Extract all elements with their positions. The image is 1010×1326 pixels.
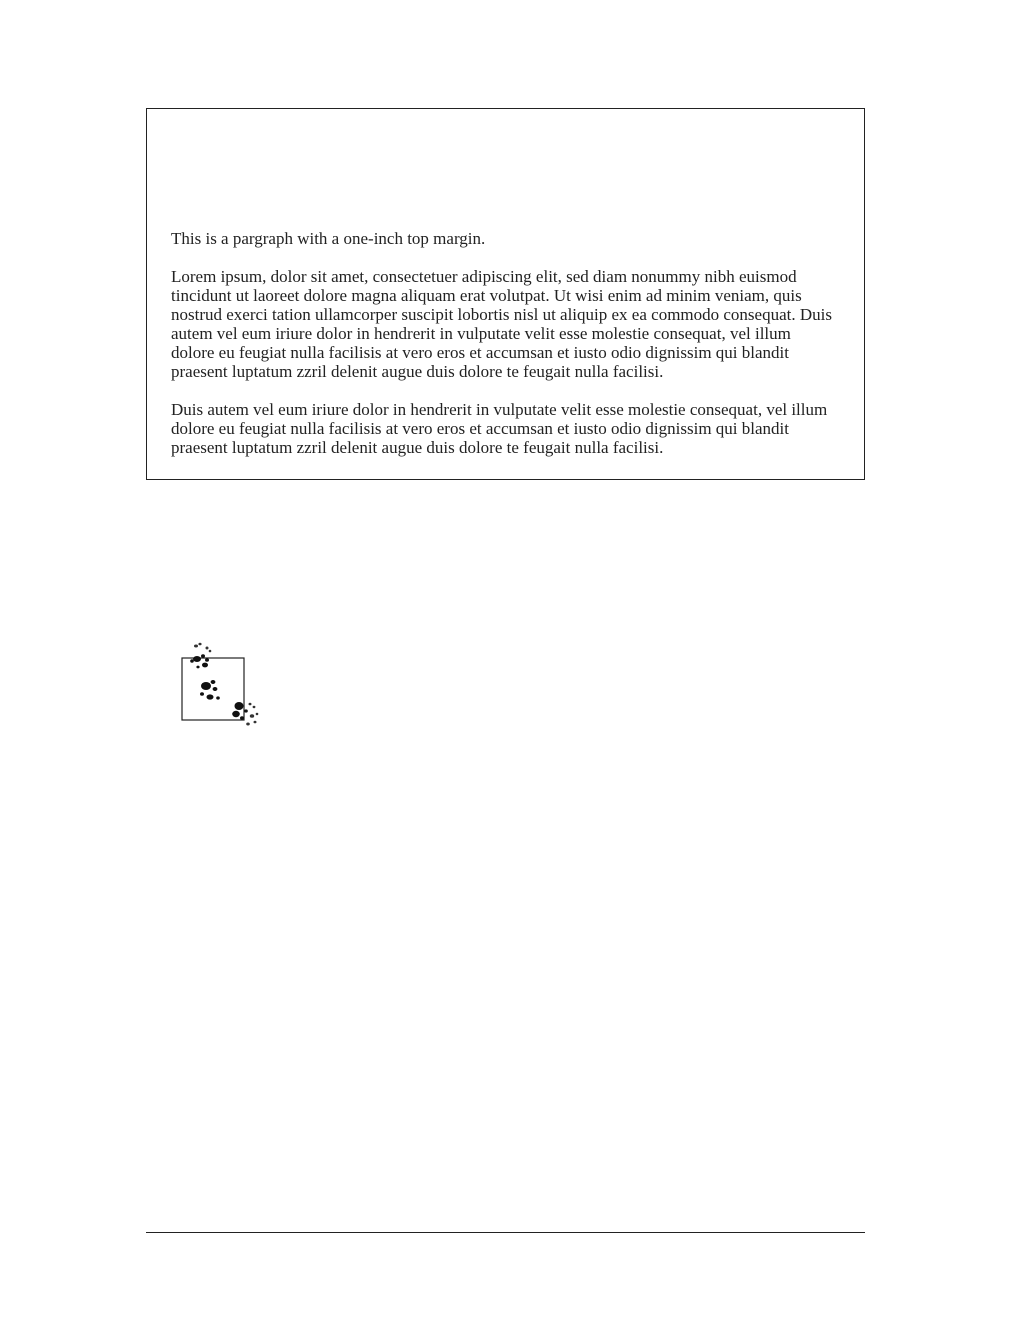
figure-content	[171, 229, 835, 476]
footer-rule	[146, 1232, 865, 1233]
duis-paragraph: Duis autem vel eum iriure dolor in hendrerit in vulputate velit esse molestie consequat, vel illum dolore eu feugiat nulla facilisis at vero eros et accumsan et iusto odio dignissim qui blandit praesent luptatum zzril delenit augue duis dolore te feugait nulla facilisi.	[171, 400, 828, 457]
intro-paragraph: This is a pargraph with a one-inch top margin.	[171, 229, 486, 248]
lorem-paragraph: Lorem ipsum, dolor sit amet, consectetuer adipiscing elit, sed diam nonummy nibh euismod tincidunt ut laoreet dolore magna aliquam erat volutpat. Ut wisi enim ad minim veniam, quis nostrud exerci tation ullamcorper suscipit lobortis nisl ut aliquip ex ea commodo consequat. Duis autem vel eum iriure dolor in hendrerit in vulputate velit esse molestie consequat, vel illum dolore eu feugiat nulla facilisis at vero eros et accumsan et iusto odio dignissim qui blandit praesent luptatum zzril delenit augue duis dolore te feugait nulla facilisi.	[171, 267, 832, 381]
figure-screenshot	[146, 108, 865, 480]
paw-prints-tip-icon	[176, 640, 266, 732]
